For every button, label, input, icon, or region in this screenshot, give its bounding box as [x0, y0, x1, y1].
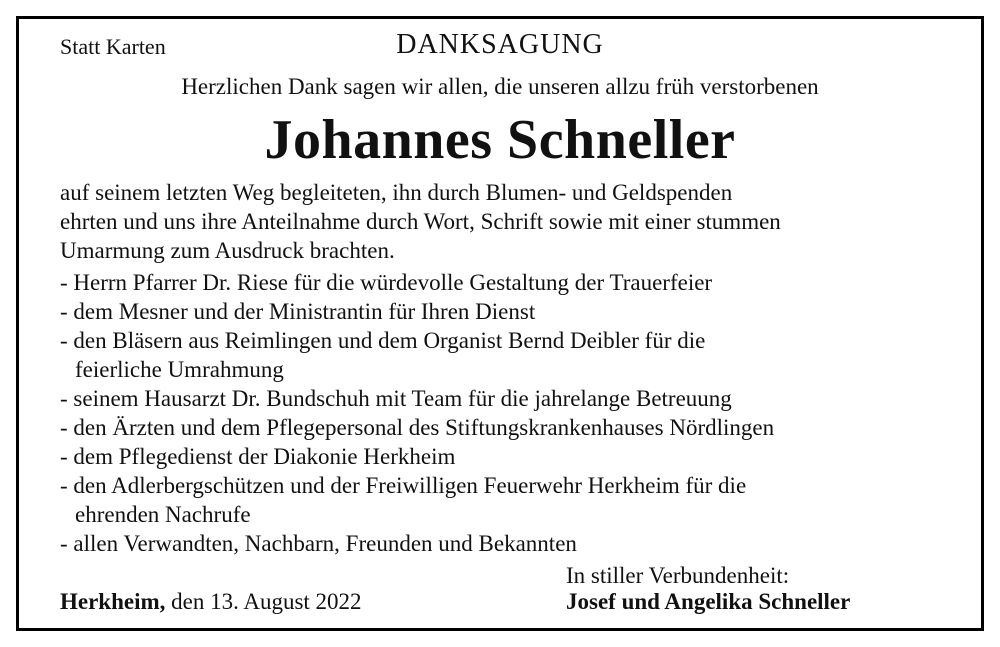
- list-item-continuation: feierliche Umrahmung: [75, 357, 284, 382]
- body-line: Umarmung zum Ausdruck brachten.: [60, 238, 395, 263]
- place-date-line: [60, 589, 362, 615]
- thanks-list: [60, 268, 774, 558]
- closing-line: In stiller Verbundenheit:: [566, 563, 790, 588]
- body-text: [60, 178, 781, 265]
- list-item: - dem Mesner und der Ministrantin für Ihren Dienst: [60, 299, 536, 324]
- list-item: - den Adlerbergschützen und der Freiwilligen Feuerwehr Herkheim für die: [60, 473, 747, 498]
- list-item-continuation: ehrenden Nachrufe: [75, 502, 251, 527]
- signers: Josef und Angelika Schneller: [566, 589, 851, 614]
- notice-heading: DANKSAGUNG: [396, 29, 604, 60]
- list-item: - dem Pflegedienst der Diakonie Herkheim: [60, 444, 456, 469]
- body-line: ehrten und uns ihre Anteilnahme durch Wort, Schrift sowie mit einer stummen: [60, 209, 781, 234]
- intro-line: Herzlichen Dank sagen wir allen, die unseren allzu früh verstorbenen: [181, 74, 819, 99]
- list-item: - den Ärzten und dem Pflegepersonal des Stiftungskrankenhauses Nördlingen: [60, 415, 775, 440]
- body-line: auf seinem letzten Weg begleiteten, ihn durch Blumen- und Geldspenden: [60, 180, 733, 205]
- list-item: - seinem Hausarzt Dr. Bundschuh mit Team für die jahrelange Betreuung: [60, 386, 732, 411]
- date-text: den 13. August 2022: [165, 589, 362, 614]
- deceased-name: Johannes Schneller: [264, 109, 736, 171]
- list-item: - Herrn Pfarrer Dr. Riese für die würdevolle Gestaltung der Trauerfeier: [60, 270, 713, 295]
- list-item: - allen Verwandten, Nachbarn, Freunden und Bekannten: [60, 531, 577, 556]
- place-name: Herkheim,: [60, 589, 166, 614]
- list-item: - den Bläsern aus Reimlingen und dem Organist Bernd Deibler für die: [60, 328, 706, 353]
- statt-karten-label: Statt Karten: [60, 34, 166, 59]
